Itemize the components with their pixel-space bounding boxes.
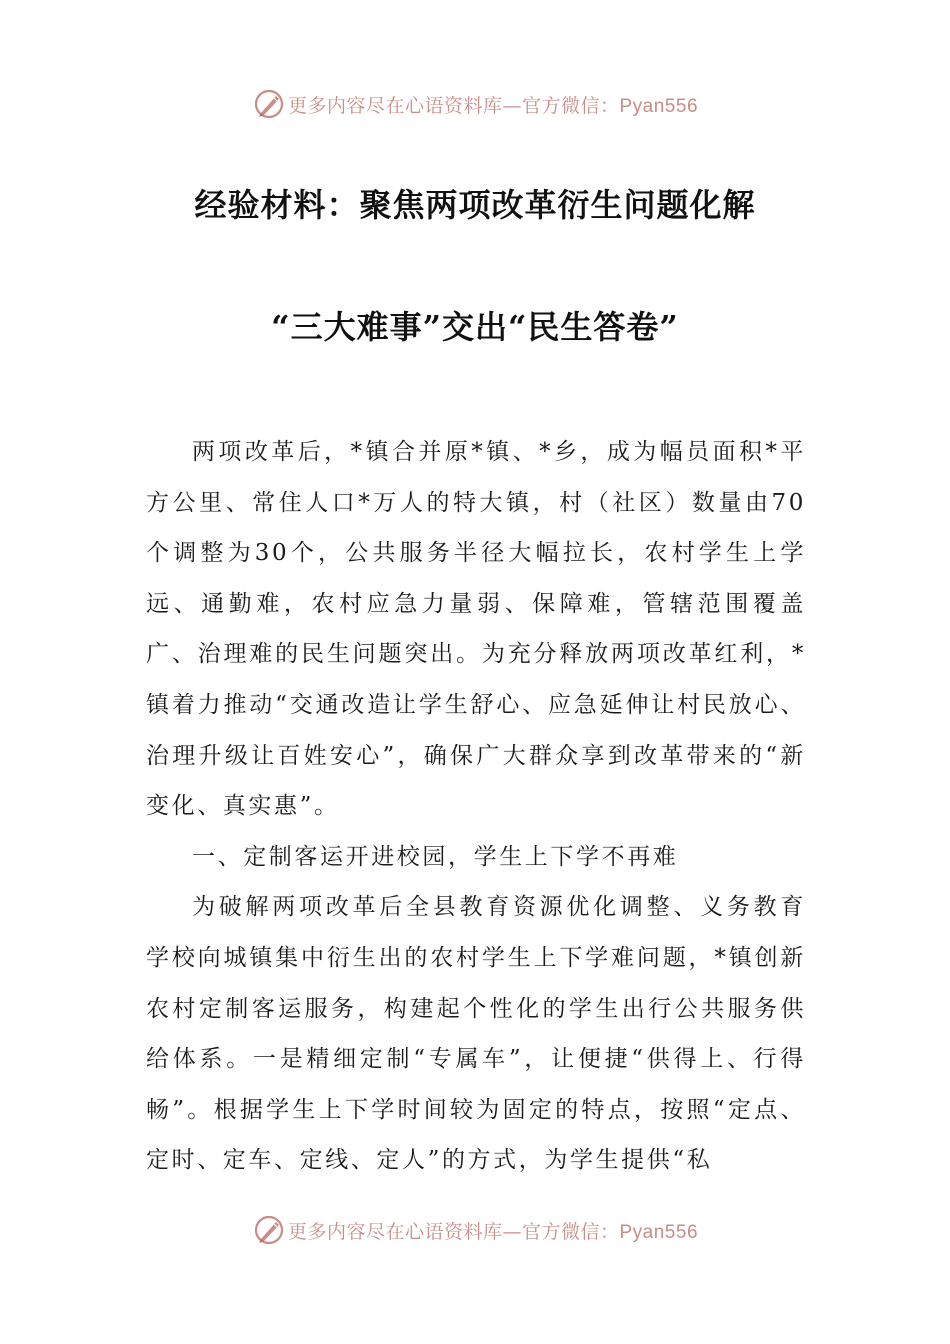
pen-logo-icon (252, 87, 286, 121)
body-paragraph-intro: 两项改革后，*镇合并原*镇、*乡，成为幅员面积*平方公里、常住人口*万人的特大镇，村（社区）数量由70个调整为30个，公共服务半径大幅拉长，农村学生上学远、通勤难，农村应急力量弱、保障难，管辖范围覆盖广、治理难的民生问题突出。为充分释放两项改革红利，*镇着力推动“交通改造让学生舒心、应急延伸让村民放心、治理升级让百姓安心”，确保广大群众享到改革带来的“新变化、真实惠”。 (146, 439, 806, 820)
watermark-wechat-id: Pyan556 (619, 1221, 699, 1243)
section-heading-1: 一、定制客运开进校园，学生上下学不再难 (192, 843, 679, 870)
watermark-wechat-id: Pyan556 (619, 95, 699, 117)
document-title-line-1: 经验材料：聚焦两项改革衍生问题化解 (194, 186, 756, 224)
body-paragraph-1: 为破解两项改革后全县教育资源优化调整、义务教育学校向城镇集中衍生出的农村学生上下学难问题，*镇创新农村定制客运服务，构建起个性化的学生出行公共服务供给体系。一是精细定制“专属车”，让便捷“供得上、行得畅”。根据学生上下学时间较为固定的特点，按照“定点、定时、定车、定线、定人”的方式，为学生提供“私 (146, 894, 806, 1174)
document-title-line-2: “三大难事”交出“民生答卷” (271, 308, 679, 346)
pen-logo-icon (252, 1213, 286, 1247)
watermark-text: 更多内容尽在心语资料库—官方微信： (287, 94, 620, 117)
watermark-text: 更多内容尽在心语资料库—官方微信： (287, 1220, 620, 1243)
watermark-footer (0, 1208, 950, 1252)
document-body (146, 427, 806, 1186)
watermark-header (0, 82, 950, 126)
